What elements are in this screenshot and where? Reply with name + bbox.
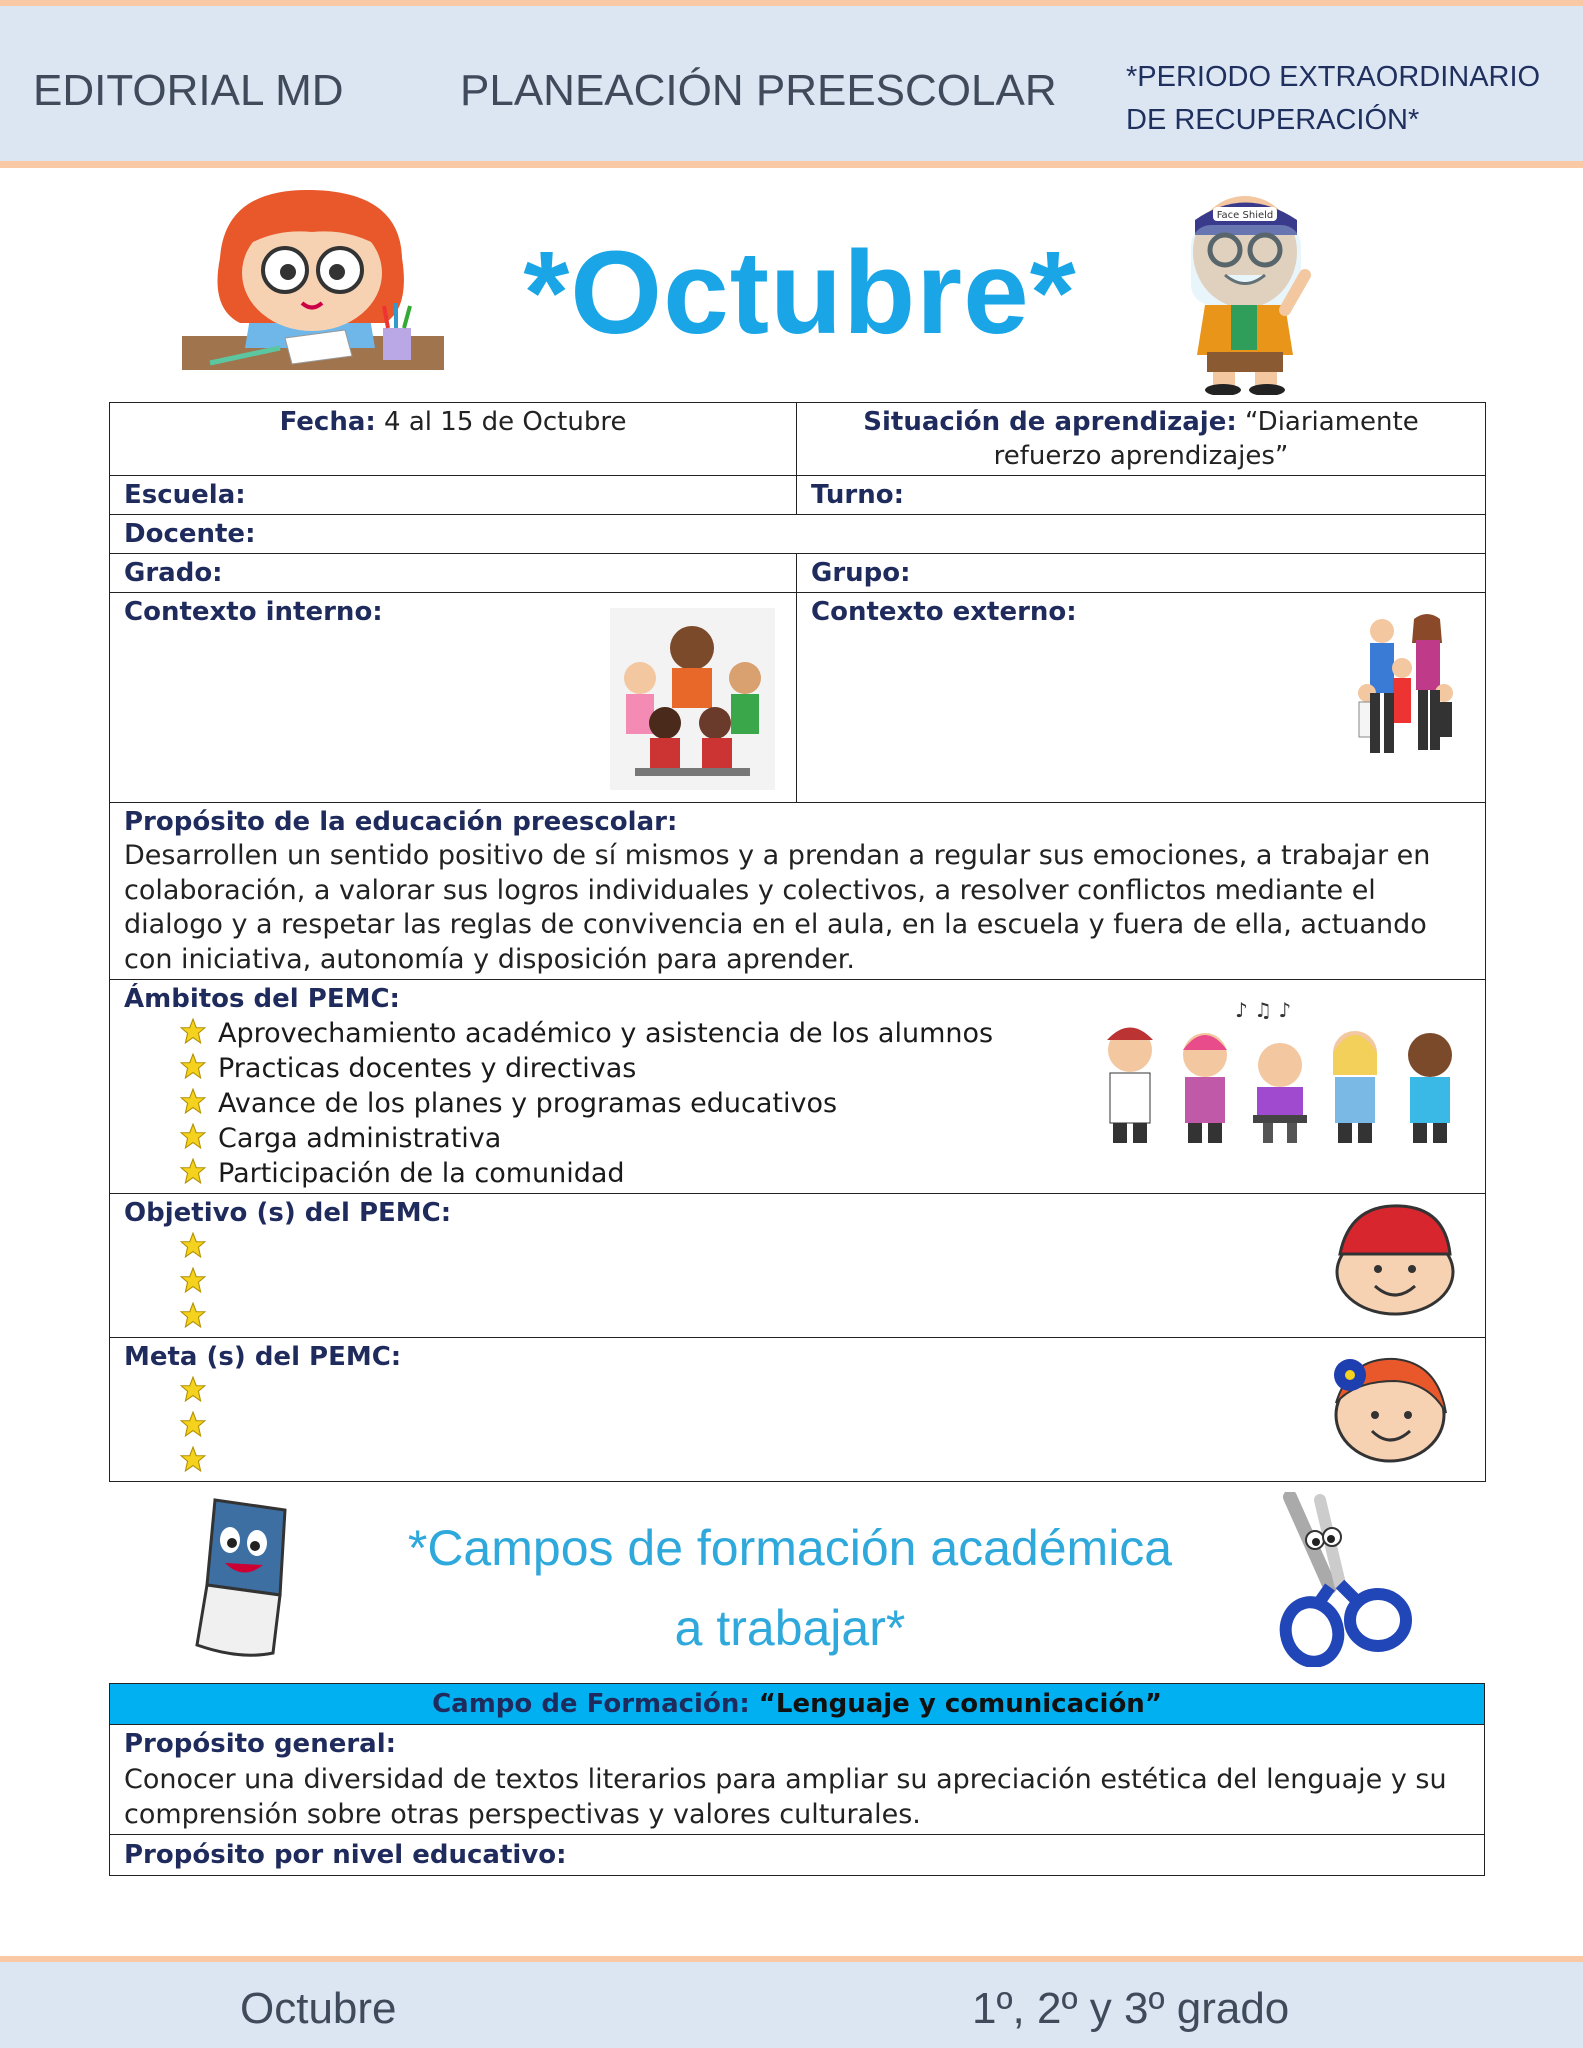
- escuela-cell: [110, 476, 797, 515]
- boy-face-shield-illustration: [1185, 180, 1315, 395]
- turno-label: Turno:: [811, 480, 904, 510]
- publisher-name: EDITORIAL MD: [33, 66, 344, 115]
- list-item: [180, 1265, 1471, 1300]
- docente-cell: [110, 515, 1486, 554]
- escuela-label: Escuela:: [124, 480, 246, 510]
- proposito-nivel-label: Propósito por nivel educativo:: [124, 1840, 567, 1870]
- list-item: [180, 1156, 1471, 1191]
- star-bullet-icon: [180, 1123, 206, 1149]
- objetivos-list: [124, 1230, 1471, 1335]
- grupo-label: Grupo:: [811, 558, 911, 588]
- list-item: [180, 1374, 1471, 1409]
- star-bullet-icon: [180, 1018, 206, 1044]
- campos-title-line-2: a trabajar*: [674, 1600, 906, 1656]
- fecha-label: Fecha:: [279, 407, 376, 437]
- proposito-nivel-cell: [110, 1835, 1485, 1876]
- fecha-cell: [110, 403, 797, 476]
- period-note: [1126, 56, 1540, 142]
- objetivos-label: Objetivo (s) del PEMC:: [124, 1198, 452, 1228]
- star-bullet-icon: [180, 1088, 206, 1114]
- eraser-character-illustration: [185, 1495, 300, 1660]
- proposito-general-label: Propósito general:: [124, 1729, 397, 1759]
- proposito-cell: [110, 803, 1486, 980]
- svg-text:♪ ♫ ♪: ♪ ♫ ♪: [1235, 998, 1292, 1022]
- situacion-cell: [797, 403, 1486, 476]
- contexto-externo-cell: [797, 593, 1486, 803]
- metas-label: Meta (s) del PEMC:: [124, 1342, 402, 1372]
- footer-grades: 1º, 2º y 3º grado: [972, 1984, 1290, 2033]
- ambito-text: Avance de los planes y programas educativos: [218, 1088, 838, 1119]
- proposito-general-text: Conocer una diversidad de textos literarios para ampliar su apreciación estética del lenguaje y su comprensión sobre otras perspectivas y valores culturales.: [124, 1764, 1447, 1830]
- docente-label: Docente:: [124, 519, 256, 549]
- planning-table: [109, 402, 1486, 1482]
- list-item: [180, 1300, 1471, 1335]
- campos-title-line-1: *Campos de formación académica: [407, 1520, 1173, 1576]
- page-footer: [0, 1956, 1583, 2048]
- girl-writing-illustration: [180, 188, 445, 373]
- grado-cell: [110, 554, 797, 593]
- campos-title: [340, 1508, 1240, 1668]
- star-bullet-icon: [180, 1158, 206, 1184]
- contexto-interno-cell: [110, 593, 797, 803]
- kids-activities-illustration: [1085, 995, 1470, 1155]
- proposito-label: Propósito de la educación preescolar:: [124, 807, 678, 837]
- grupo-cell: [797, 554, 1486, 593]
- family-illustration: [1352, 613, 1462, 763]
- boy-cap-face-illustration: [1330, 1204, 1460, 1316]
- document-title: PLANEACIÓN PREESCOLAR: [460, 66, 1057, 115]
- list-item: [180, 1409, 1471, 1444]
- fecha-value: 4 al 15 de Octubre: [375, 407, 627, 437]
- situacion-value: “Diariamente refuerzo aprendizajes”: [993, 407, 1419, 471]
- proposito-general-cell: [110, 1725, 1485, 1835]
- campo-label: Campo de Formación:: [432, 1689, 750, 1719]
- objetivos-cell: [110, 1194, 1486, 1338]
- page-header: [0, 0, 1583, 168]
- metas-list: [124, 1374, 1471, 1479]
- star-bullet-icon: [180, 1267, 206, 1293]
- proposito-text: Desarrollen un sentido positivo de sí mismos y a prendan a regular sus emociones, a trabajar en colaboración, a valorar sus logros individuales y colectivos, a resolver conflictos mediante el dialogo y a respetar las reglas de convivencia en el aula, en la escuela y fuera de ella, actuando con iniciativa, autonomía y disposición para aprender.: [124, 840, 1431, 975]
- campo-table: [109, 1683, 1485, 1876]
- ambitos-cell: [110, 980, 1486, 1194]
- star-bullet-icon: [180, 1376, 206, 1402]
- situacion-label: Situación de aprendizaje:: [863, 407, 1237, 437]
- ambitos-label: Ámbitos del PEMC:: [124, 984, 400, 1014]
- ambito-text: Aprovechamiento académico y asistencia de los alumnos: [218, 1018, 994, 1049]
- ambito-text: Carga administrativa: [218, 1123, 502, 1154]
- campo-value: “Lenguaje y comunicación”: [749, 1689, 1162, 1719]
- month-title: *Octubre*: [523, 227, 1077, 359]
- ambito-text: Practicas docentes y directivas: [218, 1053, 637, 1084]
- girl-flower-face-illustration: [1320, 1353, 1455, 1465]
- children-circle-illustration: [610, 608, 775, 790]
- grado-label: Grado:: [124, 558, 223, 588]
- footer-month: Octubre: [240, 1984, 397, 2033]
- svg-text:Face Shield: Face Shield: [1216, 210, 1274, 221]
- metas-cell: [110, 1338, 1486, 1482]
- turno-cell: [797, 476, 1486, 515]
- star-bullet-icon: [180, 1446, 206, 1472]
- contexto-interno-label: Contexto interno:: [124, 597, 383, 627]
- star-bullet-icon: [180, 1053, 206, 1079]
- list-item: [180, 1444, 1471, 1479]
- period-line-2: DE RECUPERACIÓN*: [1126, 104, 1420, 136]
- star-bullet-icon: [180, 1302, 206, 1328]
- list-item: [180, 1230, 1471, 1265]
- star-bullet-icon: [180, 1411, 206, 1437]
- scissors-character-illustration: [1270, 1492, 1420, 1667]
- contexto-externo-label: Contexto externo:: [811, 597, 1077, 627]
- campo-banner: [110, 1684, 1485, 1725]
- ambito-text: Participación de la comunidad: [218, 1158, 625, 1189]
- period-line-1: *PERIODO EXTRAORDINARIO: [1126, 61, 1541, 93]
- star-bullet-icon: [180, 1232, 206, 1258]
